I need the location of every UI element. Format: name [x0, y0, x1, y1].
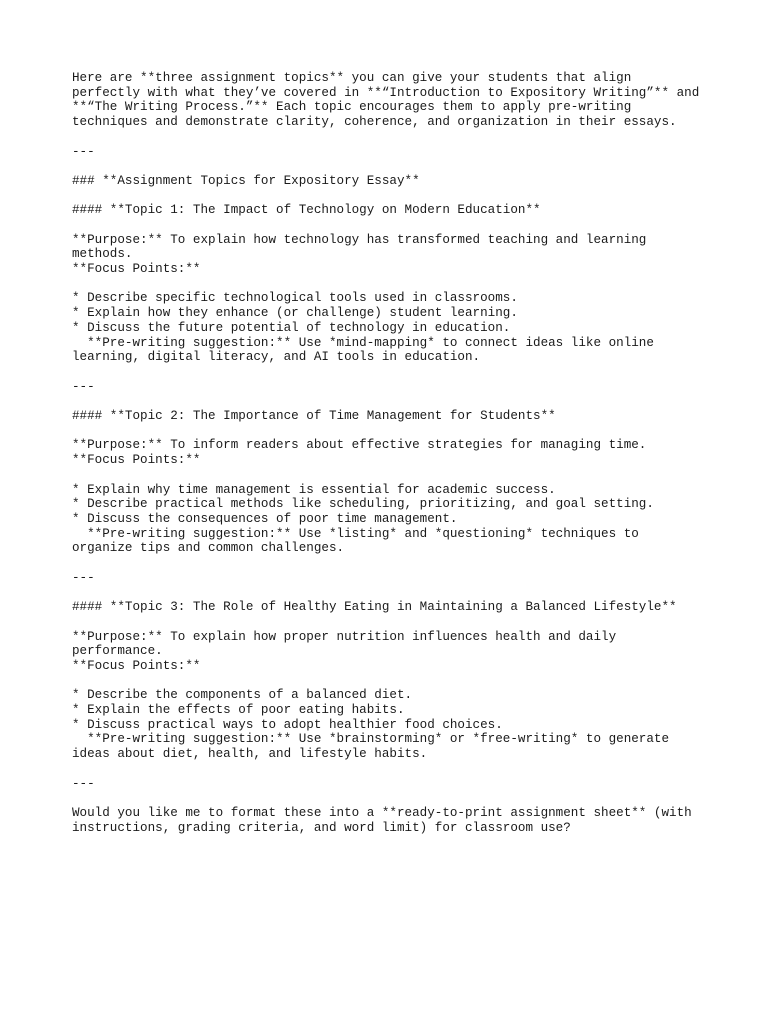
- bullet-item: * Explain why time management is essential for academic success.: [72, 482, 556, 497]
- document-body: [72, 71, 752, 835]
- text-line: organize tips and common challenges.: [72, 541, 345, 556]
- bullet-item: * Explain how they enhance (or challenge) student learning.: [72, 306, 518, 321]
- text-line: **Pre-writing suggestion:** Use *brainstorming* or *free-writing* to generate: [72, 732, 670, 747]
- blank-line: [72, 556, 752, 571]
- text-line: instructions, grading criteria, and word limit) for classroom use?: [72, 820, 571, 835]
- blank-line: [72, 615, 752, 630]
- blank-line: [72, 762, 752, 777]
- blank-line: [72, 159, 752, 174]
- text-line: perfectly with what they’ve covered in **“Introduction to Expository Writing”** and: [72, 85, 700, 100]
- text-line: **Purpose:** To explain how technology has transformed teaching and learning: [72, 232, 647, 247]
- bullet-item: * Explain the effects of poor eating habits.: [72, 703, 405, 718]
- horizontal-rule-marker: ---: [72, 570, 95, 585]
- blank-line: [72, 218, 752, 233]
- text-line: ideas about diet, health, and lifestyle habits.: [72, 747, 428, 762]
- text-line: **“The Writing Process.”** Each topic encourages them to apply pre-writing: [72, 100, 632, 115]
- bullet-item: * Describe the components of a balanced diet.: [72, 688, 413, 703]
- topic-heading: #### **Topic 1: The Impact of Technology on Modern Education**: [72, 203, 541, 218]
- blank-line: [72, 674, 752, 689]
- text-line: methods.: [72, 247, 133, 262]
- text-line: **Pre-writing suggestion:** Use *mind-mapping* to connect ideas like online: [72, 335, 654, 350]
- text-line: **Purpose:** To inform readers about effective strategies for managing time.: [72, 438, 647, 453]
- bullet-item: * Discuss the consequences of poor time management.: [72, 511, 458, 526]
- text-line: **Focus Points:**: [72, 262, 201, 277]
- text-line: Would you like me to format these into a **ready-to-print assignment sheet** (with: [72, 805, 692, 820]
- text-line: techniques and demonstrate clarity, coherence, and organization in their essays.: [72, 115, 677, 130]
- horizontal-rule-marker: ---: [72, 144, 95, 159]
- text-line: learning, digital literacy, and AI tools in education.: [72, 350, 481, 365]
- horizontal-rule-marker: ---: [72, 379, 95, 394]
- bullet-item: * Describe practical methods like scheduling, prioritizing, and goal setting.: [72, 497, 654, 512]
- text-line: **Purpose:** To explain how proper nutrition influences health and daily: [72, 629, 617, 644]
- text-line: **Pre-writing suggestion:** Use *listing* and *questioning* techniques to: [72, 526, 639, 541]
- bullet-item: * Discuss practical ways to adopt healthier food choices.: [72, 717, 503, 732]
- section-heading: ### **Assignment Topics for Expository Essay**: [72, 173, 420, 188]
- blank-line: [72, 130, 752, 145]
- horizontal-rule-marker: ---: [72, 776, 95, 791]
- topic-heading: #### **Topic 2: The Importance of Time Management for Students**: [72, 409, 556, 424]
- bullet-item: * Describe specific technological tools used in classrooms.: [72, 291, 518, 306]
- text-line: performance.: [72, 644, 163, 659]
- blank-line: [72, 365, 752, 380]
- blank-line: [72, 791, 752, 806]
- text-line: **Focus Points:**: [72, 453, 201, 468]
- blank-line: [72, 585, 752, 600]
- blank-line: [72, 424, 752, 439]
- blank-line: [72, 468, 752, 483]
- blank-line: [72, 277, 752, 292]
- blank-line: [72, 394, 752, 409]
- bullet-item: * Discuss the future potential of technology in education.: [72, 320, 511, 335]
- blank-line: [72, 189, 752, 204]
- topic-heading: #### **Topic 3: The Role of Healthy Eating in Maintaining a Balanced Lifestyle**: [72, 600, 677, 615]
- text-line: Here are **three assignment topics** you can give your students that align: [72, 71, 632, 85]
- text-line: **Focus Points:**: [72, 658, 201, 673]
